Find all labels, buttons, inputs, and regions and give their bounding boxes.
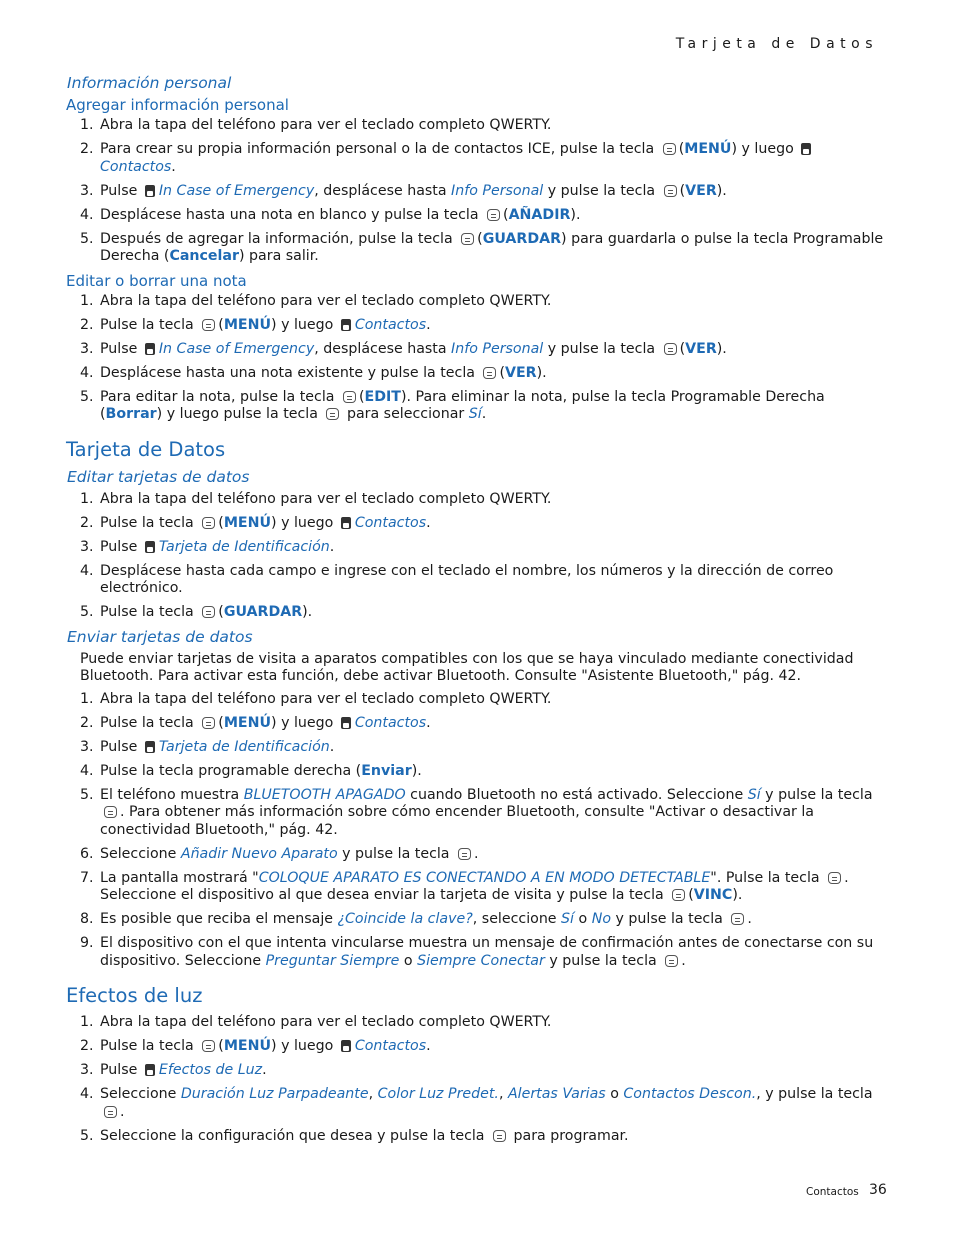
step-text: Es posible que reciba el mensaje <box>100 911 338 928</box>
menu-option-label: In Case of Emergency <box>158 182 315 199</box>
step-text: Pulse <box>100 538 142 555</box>
subsection-heading: Información personal <box>67 74 232 92</box>
menu-option-label: Sí <box>747 786 761 803</box>
step-text: , desplácese hasta <box>314 182 452 199</box>
softkey-label: MENÚ <box>223 316 272 333</box>
step-text: Pulse la tecla <box>100 714 199 731</box>
ok-key-icon <box>343 391 356 403</box>
step-text: ( <box>503 206 509 223</box>
menu-option-label: BLUETOOTH APAGADO <box>243 786 406 803</box>
softkey-label: GUARDAR <box>223 604 303 621</box>
running-header: Tarjeta de Datos <box>675 36 878 52</box>
step-text: o <box>399 952 418 969</box>
step-text: ( <box>358 388 365 405</box>
step-text: . <box>262 1062 267 1079</box>
softkey-label: MENÚ <box>223 714 272 731</box>
step-text: . <box>329 738 335 755</box>
step-list <box>66 117 886 266</box>
step-text: ). <box>732 887 743 904</box>
step-item <box>98 365 886 383</box>
step-text: ". Pulse la tecla <box>710 869 825 886</box>
contacts-menu-icon <box>145 741 155 753</box>
menu-option-label: Info Personal <box>451 182 544 199</box>
step-text: ) y luego pulse la tecla <box>156 406 323 423</box>
step-text: . <box>426 714 431 731</box>
step-item <box>98 870 886 905</box>
menu-option-label: Contactos <box>100 158 172 175</box>
step-item <box>98 1038 886 1056</box>
step-text: o <box>574 911 592 928</box>
step-text: ). <box>716 340 727 357</box>
step-text: ) y luego <box>271 514 338 531</box>
step-item <box>98 763 886 781</box>
softkey-label: MENÚ <box>223 514 272 531</box>
softkey-label: VER <box>685 182 717 199</box>
step-text: ). <box>570 206 581 223</box>
step-text: Para crear su propia información personal o la de contactos ICE, pulse la tecla <box>100 141 659 158</box>
step-list <box>66 491 886 622</box>
menu-option-label: Info Personal <box>451 340 544 357</box>
step-text: . <box>681 952 686 969</box>
ok-key-icon <box>326 408 339 420</box>
step-text: y pulse la tecla <box>544 952 662 969</box>
step-text: ( <box>218 604 224 621</box>
softkey-label: Enviar <box>361 762 412 779</box>
step-text: Pulse la tecla <box>100 514 199 531</box>
step-text: ( <box>679 340 686 357</box>
step-text: . <box>120 1103 125 1120</box>
ok-key-icon <box>202 717 215 729</box>
step-item <box>98 739 886 757</box>
ok-key-icon <box>104 1106 117 1118</box>
step-item <box>98 293 886 311</box>
softkey-label: Borrar <box>105 406 157 423</box>
step-item <box>98 317 886 335</box>
step-text: y pulse la tecla <box>543 182 660 199</box>
procedure-heading: Editar o borrar una nota <box>66 272 247 291</box>
step-item <box>98 341 886 359</box>
step-text: ( <box>218 1038 224 1055</box>
step-text: Seleccione la configuración que desea y pulse la tecla <box>100 1127 490 1144</box>
step-text: Pulse <box>100 1062 142 1079</box>
menu-option-label: Duración Luz Parpadeante <box>180 1086 369 1103</box>
softkey-label: VINC <box>693 887 733 904</box>
menu-option-label: No <box>591 911 611 928</box>
step-item <box>98 1014 886 1032</box>
ok-key-icon <box>483 367 496 379</box>
menu-option-label: Contactos Descon. <box>623 1086 757 1103</box>
ok-key-icon <box>663 143 676 155</box>
step-text: Abra la tapa del teléfono para ver el teclado completo QWERTY. <box>100 490 552 507</box>
ok-key-icon <box>672 889 685 901</box>
step-text: y pulse la tecla <box>543 340 660 357</box>
step-text: Pulse la tecla <box>100 1038 199 1055</box>
step-text: Abra la tapa del teléfono para ver el teclado completo QWERTY. <box>100 292 552 309</box>
step-text: La pantalla mostrará " <box>100 869 259 886</box>
step-text: ) y luego <box>731 141 799 158</box>
step-text: Pulse <box>100 738 142 755</box>
step-text: ). <box>302 604 313 621</box>
step-text: ). <box>411 762 422 779</box>
step-text: Pulse la tecla <box>100 604 199 621</box>
contacts-menu-icon <box>145 541 155 553</box>
step-text: El teléfono muestra <box>100 786 244 803</box>
step-text: para programar. <box>509 1127 629 1144</box>
softkey-label: AÑADIR <box>508 206 571 223</box>
menu-option-label: Sí <box>468 406 482 423</box>
step-text: ( <box>477 230 483 247</box>
step-text: ( <box>218 714 224 731</box>
step-text: para seleccionar <box>342 406 469 423</box>
step-text: Pulse la tecla <box>100 316 199 333</box>
page-content <box>66 72 886 1152</box>
contacts-menu-icon <box>145 1064 155 1076</box>
step-text: Abra la tapa del teléfono para ver el teclado completo QWERTY. <box>100 690 552 707</box>
ok-key-icon <box>493 1130 506 1142</box>
step-text: , desplácese hasta <box>314 340 452 357</box>
section-heading: Efectos de luz <box>66 984 203 1008</box>
step-text: ( <box>679 182 686 199</box>
procedure-heading: Agregar información personal <box>66 96 289 115</box>
step-text: ( <box>688 887 694 904</box>
step-text: Abra la tapa del teléfono para ver el teclado completo QWERTY. <box>100 1014 552 1031</box>
step-list <box>66 293 886 424</box>
ok-key-icon <box>202 517 215 529</box>
ok-key-icon <box>458 848 471 860</box>
step-text: ) y luego <box>271 316 338 333</box>
menu-option-label: COLOQUE APARATO ES CONECTANDO A EN MODO DETECTABLE <box>258 869 711 886</box>
menu-option-label: ¿Coincide la clave? <box>337 911 473 928</box>
step-text: Después de agregar la información, pulse la tecla <box>100 230 458 247</box>
step-text: Desplácese hasta cada campo e ingrese con el teclado el nombre, los números y la dirección de correo electrónico. <box>100 562 834 597</box>
ok-key-icon <box>487 209 500 221</box>
step-item <box>98 117 886 135</box>
step-text: . <box>426 1038 431 1055</box>
step-item <box>98 604 886 622</box>
step-item <box>98 691 886 709</box>
step-item <box>98 491 886 509</box>
step-text: ( <box>218 514 224 531</box>
step-text: . <box>481 406 487 423</box>
menu-option-label: In Case of Emergency <box>158 340 315 357</box>
softkey-label: VER <box>685 340 717 357</box>
step-text: . <box>747 911 752 928</box>
step-text: y pulse la tecla <box>337 845 455 862</box>
step-text: o <box>605 1086 624 1103</box>
ok-key-icon <box>731 913 744 925</box>
menu-option-label: Contactos <box>354 714 427 731</box>
step-text: . <box>171 158 176 175</box>
softkey-label: VER <box>505 364 537 381</box>
menu-option-label: Contactos <box>354 316 427 333</box>
step-item <box>98 207 886 225</box>
step-text: ) para salir. <box>239 248 319 265</box>
step-text: Para editar la nota, pulse la tecla <box>100 388 339 405</box>
step-text: , <box>498 1086 508 1103</box>
step-text: . <box>426 514 431 531</box>
step-item <box>98 231 886 266</box>
step-text: , seleccione <box>472 911 562 928</box>
ok-key-icon <box>202 1040 215 1052</box>
step-text: , y pulse la tecla <box>756 1086 873 1103</box>
contacts-menu-icon <box>801 143 811 155</box>
step-item <box>98 389 886 424</box>
ok-key-icon <box>461 233 474 245</box>
step-list <box>66 691 886 971</box>
subsection-heading: Editar tarjetas de datos <box>67 468 250 487</box>
contacts-menu-icon <box>341 1040 351 1052</box>
step-item <box>98 715 886 733</box>
menu-option-label: Tarjeta de Identificación <box>158 538 330 555</box>
ok-key-icon <box>104 806 117 818</box>
step-text: y pulse la tecla <box>760 786 873 803</box>
step-text: ) para guardarla o pulse la tecla Programable Derecha ( <box>100 230 884 265</box>
section-heading: Tarjeta de Datos <box>66 437 226 461</box>
step-text: . Para obtener más información sobre cómo encender Bluetooth, consulte "Activar o desactivar la conectividad Bluetooth," pág. 42. <box>100 804 814 838</box>
step-item <box>98 141 886 176</box>
step-text: ( <box>218 316 224 333</box>
step-text: Pulse <box>100 182 142 199</box>
ok-key-icon <box>665 955 678 967</box>
step-text: ( <box>499 364 506 381</box>
step-item <box>98 515 886 533</box>
step-text: Desplácese hasta una nota existente y pulse la tecla <box>100 364 480 381</box>
step-text: . <box>474 845 479 862</box>
menu-option-label: Alertas Varias <box>507 1086 606 1103</box>
step-item <box>98 563 886 598</box>
step-text: ) y luego <box>271 714 338 731</box>
step-text: . <box>329 538 335 555</box>
step-text: Desplácese hasta una nota en blanco y pulse la tecla <box>100 206 484 223</box>
ok-key-icon <box>202 606 215 618</box>
footer-section-label: Contactos <box>806 1186 859 1198</box>
softkey-label: EDIT <box>364 388 401 405</box>
step-text: Abra la tapa del teléfono para ver el teclado completo QWERTY. <box>100 117 552 134</box>
softkey-label: GUARDAR <box>482 230 562 247</box>
menu-option-label: Color Luz Predet. <box>377 1086 499 1103</box>
step-item <box>98 787 886 840</box>
contacts-menu-icon <box>341 517 351 529</box>
contacts-menu-icon <box>341 319 351 331</box>
step-text: Seleccione <box>100 1086 181 1103</box>
softkey-label: MENÚ <box>223 1038 272 1055</box>
step-item <box>98 539 886 557</box>
step-item <box>98 1128 886 1146</box>
ok-key-icon <box>828 872 841 884</box>
step-item <box>98 1062 886 1080</box>
menu-option-label: Contactos <box>354 514 427 531</box>
step-text: cuando Bluetooth no está activado. Seleccione <box>405 786 748 803</box>
menu-option-label: Preguntar Siempre <box>265 952 400 969</box>
contacts-menu-icon <box>341 717 351 729</box>
menu-option-label: Tarjeta de Identificación <box>158 738 330 755</box>
step-text: Pulse <box>100 340 142 357</box>
step-item <box>98 911 886 929</box>
step-item <box>98 846 886 864</box>
menu-option-label: Siempre Conectar <box>417 952 545 969</box>
step-item <box>98 935 886 970</box>
step-text: . <box>426 316 431 333</box>
step-text: ). <box>716 182 727 199</box>
contacts-menu-icon <box>145 185 155 197</box>
step-text: ( <box>678 141 685 158</box>
step-text: ) y luego <box>271 1038 338 1055</box>
softkey-label: MENÚ <box>684 141 732 158</box>
step-text: , <box>368 1086 378 1103</box>
ok-key-icon <box>664 185 677 197</box>
subsection-heading: Enviar tarjetas de datos <box>67 628 253 647</box>
step-item <box>98 1086 886 1121</box>
intro-paragraph: Puede enviar tarjetas de visita a aparatos compatibles con los que se haya vinculado mediante conectividad Bluetooth. Para activar esta función, debe activar Bluetooth. Consulte "Asistente Bluetooth," pág. 42. <box>80 650 854 685</box>
menu-option-label: Contactos <box>354 1038 427 1055</box>
contacts-menu-icon <box>145 343 155 355</box>
step-text: Seleccione <box>100 845 181 862</box>
step-text: Pulse la tecla programable derecha ( <box>100 762 362 779</box>
menu-option-label: Efectos de Luz <box>158 1062 263 1079</box>
page-number: 36 <box>869 1182 887 1198</box>
ok-key-icon <box>664 343 677 355</box>
menu-option-label: Sí <box>561 911 574 928</box>
step-list <box>66 1014 886 1145</box>
step-text: El dispositivo con el que intenta vincularse muestra un mensaje de confirmación antes de conectarse con su dispositivo. Seleccione <box>100 935 874 969</box>
step-item <box>98 183 886 201</box>
step-text: . Seleccione el dispositivo al que desea enviar la tarjeta de visita y pulse la tecla <box>100 869 849 904</box>
step-text: ). Para eliminar la nota, pulse la tecla Programable Derecha ( <box>100 388 825 423</box>
step-text: ). <box>536 364 547 381</box>
step-text: y pulse la tecla <box>611 911 728 928</box>
softkey-label: Cancelar <box>169 248 239 265</box>
ok-key-icon <box>202 319 215 331</box>
menu-option-label: Añadir Nuevo Aparato <box>180 845 338 862</box>
